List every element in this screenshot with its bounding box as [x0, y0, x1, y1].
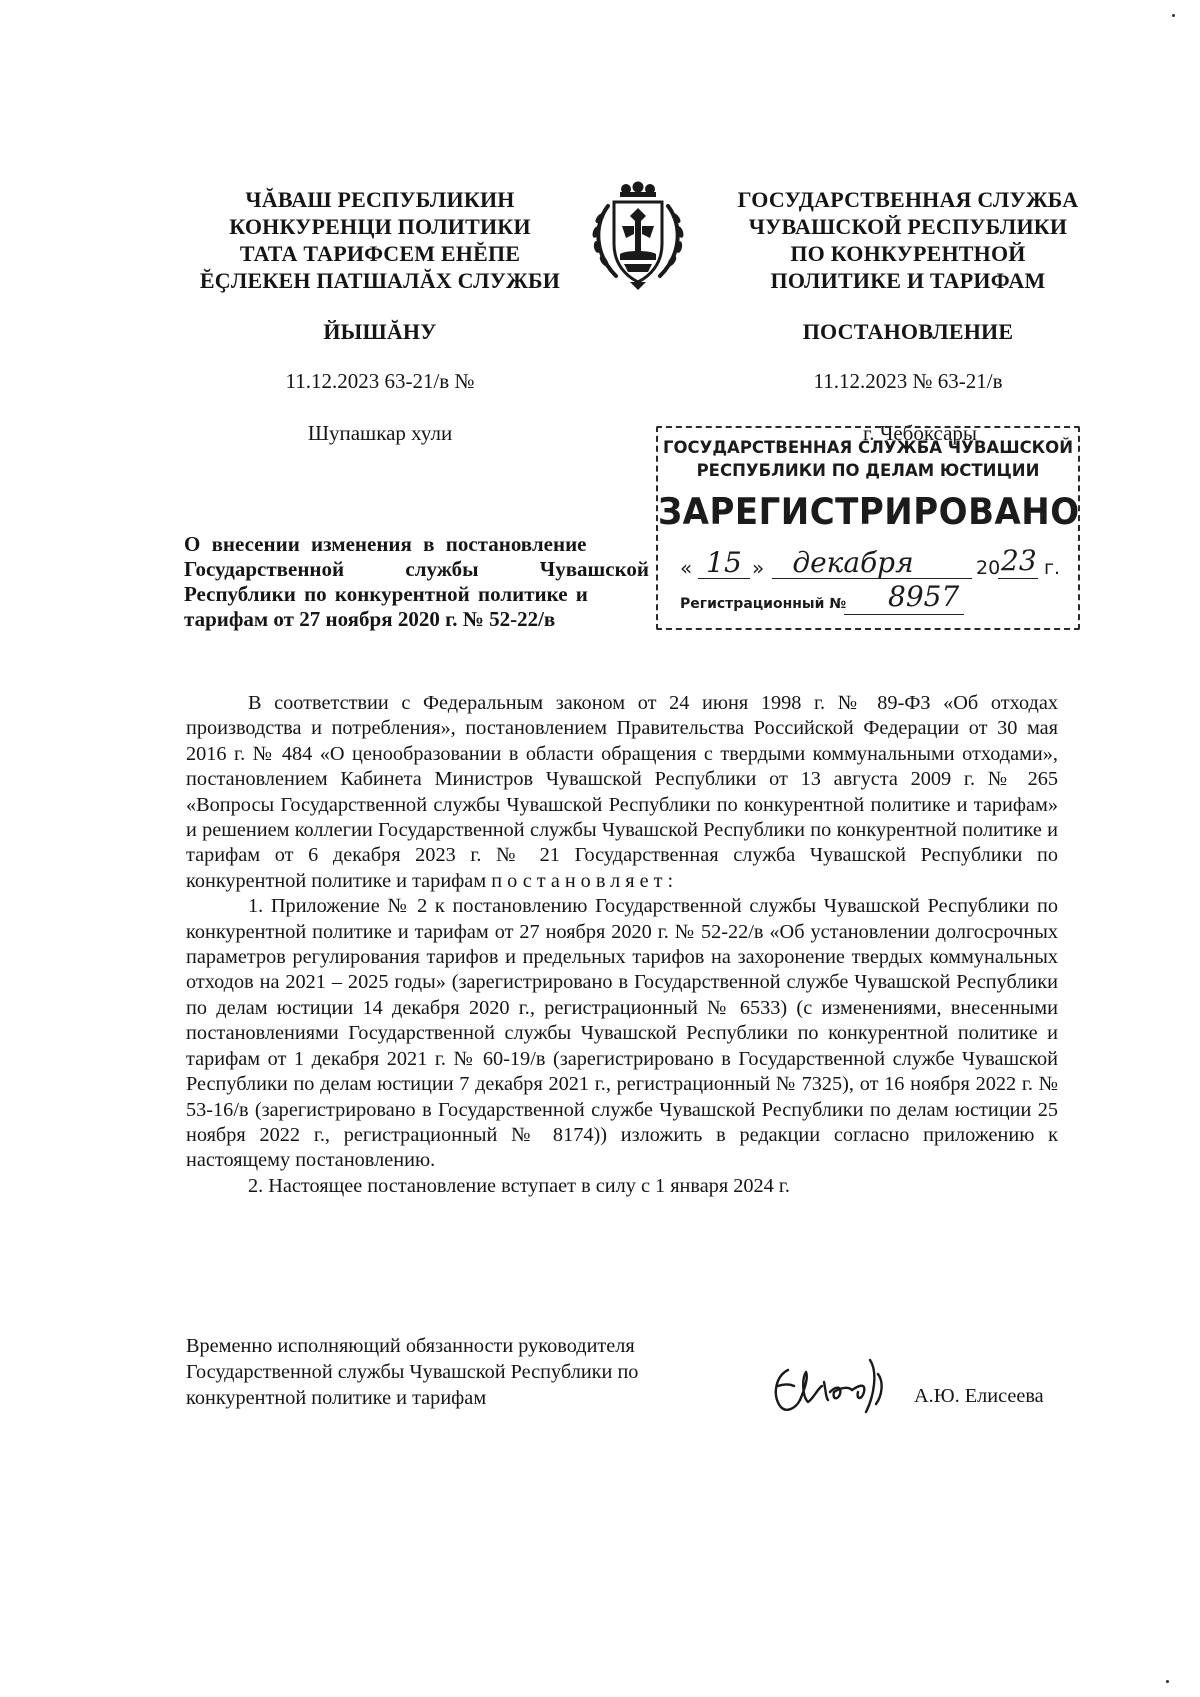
- header-right-line-3: ПО КОНКУРЕНТНОЙ: [790, 241, 1026, 266]
- stamp-line-2: РЕСПУБЛИКИ ПО ДЕЛАМ ЮСТИЦИИ: [696, 461, 1040, 480]
- stamp-day-line: [698, 578, 750, 579]
- position-line-3: конкурентной политике и тарифам: [186, 1387, 487, 1409]
- header-left-line-1: ЧĂВАШ РЕСПУБЛИКИН: [245, 187, 515, 212]
- signatory-name: А.Ю. Елисеева: [914, 1385, 1044, 1407]
- date-number-russian: 11.12.2023 № 63-21/в: [813, 369, 1003, 393]
- stamp-month-line: [772, 578, 972, 579]
- stamp-day: 15: [706, 546, 742, 579]
- doc-type-russian: ПОСТАНОВЛЕНИЕ: [802, 319, 1014, 344]
- header-right-line-2: ЧУВАШСКОЙ РЕСПУБЛИКИ: [748, 214, 1068, 239]
- signatory-position: [186, 1333, 706, 1411]
- stamp-line-1: ГОСУДАРСТВЕННАЯ СЛУЖБА ЧУВАШСКОЙ: [662, 438, 1074, 457]
- item-1-paragraph: 1. Приложение № 2 к постановлению Государственной службы Чувашской Республики по конкурентной политике и тарифам от 27 ноября 2020 г. № 52-22/в «Об установлении долгосрочных параметров регулирования тарифов и предельных тарифов на захоронение твердых коммунальных отходов на 2021 – 2025 годы» (зарегистрировано в Государственной службе Чувашской Республики по делам юстиции 14 декабря 2020 г., регистрационный № 6533) (с изменениями, внесенными постановлениями Государственной службы Чувашской Республики по конкурентной политике и тарифам от 1 декабря 2021 г. № 60-19/в (зарегистрировано в Государственной службе Чувашской Республики по делам юстиции 7 декабря 2021 г., регистрационный № 7325), от 16 ноября 2022 г. № 53-16/в (зарегистрировано в Государственной службе Чувашской Республики по делам юстиции 25 ноября 2022 г., регистрационный № 8174)) изложить в редакции согласно приложению к настоящему постановлению.: [186, 895, 1058, 1172]
- handwritten-signature: [766, 1352, 912, 1422]
- header-left-line-3: ТАТА ТАРИФСЕМ ЕНĔПЕ: [239, 241, 521, 266]
- city-russian: г. Чебоксары: [862, 421, 978, 445]
- stamp-year-prefix: 20: [976, 557, 1001, 579]
- document-body: [186, 691, 1058, 1199]
- stamp-quote-open: «: [680, 556, 693, 580]
- registration-stamp: [656, 426, 1080, 630]
- preamble-text: В соответствии с Федеральным законом от 24 июня 1998 г. № 89-ФЗ «Об отходах производства и потребления», постановлением Правительства Российской Федерации от 30 мая 2016 г. № 484 «О ценообразовании в области обращения с твердыми коммунальными отходами», постановлением Кабинета Министров Чувашской Республики от 13 августа 2009 г. № 265 «Вопросы Государственной службы Чувашской Республики по конкурентной политике и тарифам» и решением коллегии Государственной службы Чувашской Республики по конкурентной политике и тарифам от 6 декабря 2023 г. № 21 Государственная служба Чувашской Республики по конкурентной политике и тарифам: [186, 692, 1058, 892]
- stamp-year-suffix: 23: [1001, 544, 1037, 577]
- scan-speck: [1172, 14, 1175, 17]
- doc-type-chuvash: ЙЫШĂНУ: [323, 319, 437, 344]
- emblem-of-chuvashia-icon: [586, 180, 690, 292]
- stamp-reg-label: Регистрационный №: [680, 596, 847, 612]
- header-left: [190, 186, 570, 294]
- item-2-paragraph: 2. Настоящее постановление вступает в силу с 1 января 2024 г.: [248, 1174, 790, 1197]
- scan-speck: [1166, 1680, 1169, 1683]
- header-right-line-1: ГОСУДАРСТВЕННАЯ СЛУЖБА: [737, 187, 1079, 212]
- subject-line-2: Государственной службы Чувашской: [184, 557, 650, 581]
- decree-word: постановляет:: [491, 869, 679, 892]
- stamp-quote-close: »: [752, 556, 765, 580]
- stamp-title: ЗАРЕГИСТРИРОВАНО: [658, 490, 1080, 534]
- stamp-reg-line: [844, 614, 964, 615]
- subject-line-4: тарифам от 27 ноября 2020 г. № 52-22/в: [184, 607, 556, 631]
- subject-line-1: О внесении изменения в постановление: [184, 532, 587, 556]
- city-chuvash: Шупашкар хули: [307, 421, 453, 445]
- position-line-2: Государственной службы Чувашской Республики по: [186, 1361, 639, 1383]
- date-number-chuvash: 11.12.2023 63-21/в №: [285, 369, 475, 393]
- subject-line-3: Республики по конкурентной политике и: [184, 582, 588, 606]
- stamp-reg-number: 8957: [888, 580, 960, 613]
- stamp-month: декабря: [792, 546, 914, 579]
- stamp-year-line: [998, 578, 1038, 579]
- header-right: [720, 186, 1096, 294]
- header-right-line-4: ПОЛИТИКЕ И ТАРИФАМ: [770, 268, 1046, 293]
- header-left-line-4: ĔҪЛЕКЕН ПАТШАЛĂХ СЛУЖБИ: [199, 268, 561, 293]
- preamble-paragraph: [186, 691, 1058, 894]
- document-subject: [184, 532, 650, 632]
- header-left-line-2: КОНКУРЕНЦИ ПОЛИТИКИ: [229, 214, 531, 239]
- position-line-1: Временно исполняющий обязанности руководителя: [186, 1335, 635, 1357]
- stamp-year-unit: г.: [1044, 557, 1061, 579]
